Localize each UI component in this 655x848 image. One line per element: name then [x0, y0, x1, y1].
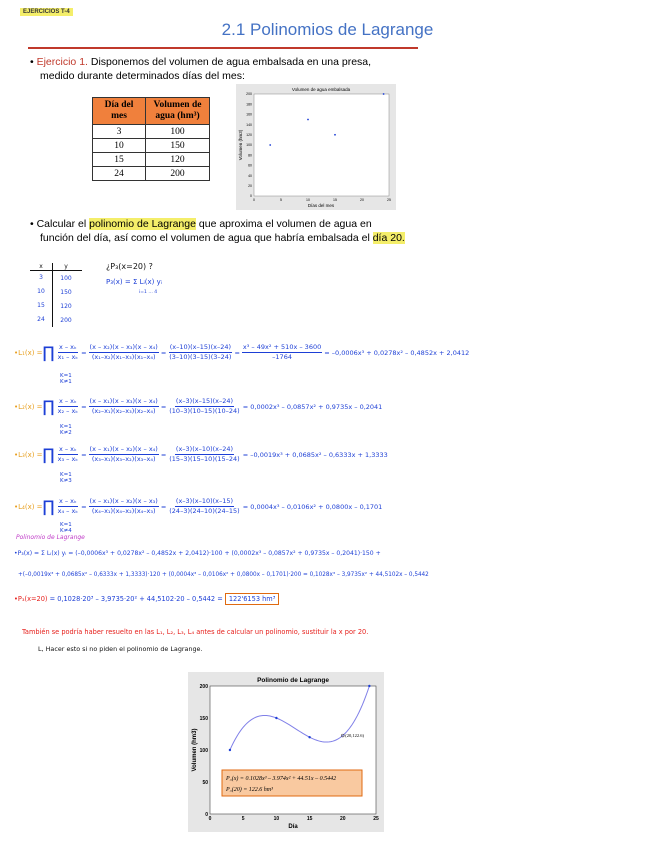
y-tick-label: 80 — [248, 153, 252, 158]
L4-lhs: •L₄(x) = — [14, 502, 43, 511]
question-part: Calcular el — [36, 218, 90, 230]
lagrange-ylabel: Volumen (hm3) — [192, 728, 198, 772]
y-tick-label: 60 — [248, 163, 252, 168]
x-tick-label: 10 — [306, 198, 310, 202]
table-row — [93, 153, 210, 167]
y-tick-label: 200 — [199, 683, 208, 690]
table-cell: 200 — [146, 167, 210, 181]
L1-factor-den: x₁ – xₖ — [57, 353, 79, 361]
volume-table — [92, 97, 210, 181]
x-tick-label: 15 — [333, 198, 337, 202]
L2-lhs: •L₂(x) = — [14, 402, 43, 411]
product-symbol: ∏ — [42, 444, 55, 464]
y-tick-label: 40 — [248, 173, 252, 178]
question-highlight: día 20. — [372, 232, 405, 244]
question-part: función del día, así como el volumen de agua que habría embalsada el — [40, 232, 373, 244]
data-point — [269, 144, 271, 146]
y-tick-label: 180 — [246, 102, 252, 107]
data-point — [334, 134, 336, 136]
note-question: ¿P₃(x=20) ? — [106, 262, 153, 271]
marked-point-label: (20,122.6) — [345, 733, 365, 739]
x-tick-label: 20 — [360, 198, 364, 202]
L3-index: K=1 K≠3 — [60, 472, 72, 484]
y-tick-label: 20 — [248, 184, 252, 188]
page-title: 2.1 Polinomios de Lagrange — [221, 20, 434, 39]
title-divider — [28, 47, 418, 49]
L2-expand-den: (x₂–x₁)(x₂–x₃)(x₂–x₄) — [91, 407, 156, 415]
xy-row: 15 120 — [30, 299, 82, 313]
table-header-volume: Volumen de agua (hm³) — [146, 98, 210, 125]
L3-sub-num: (x–3)(x–10)(x–24) — [175, 445, 234, 453]
y-tick-label: 120 — [246, 133, 252, 137]
question-highlight: polinomio de Lagrange — [89, 218, 196, 230]
x-tick-label: 10 — [273, 816, 280, 822]
data-point — [275, 717, 277, 719]
L4-factor-num: x – xₖ — [58, 497, 77, 505]
xy-head-x: x — [30, 263, 53, 270]
x-tick-label: 25 — [387, 198, 391, 202]
L4-factor-den: x₄ – xₖ — [57, 507, 79, 515]
L1-poly-den: –1764 — [272, 353, 292, 361]
L2-factor-num: x – xₖ — [58, 397, 77, 405]
table-cell: 15 — [93, 153, 146, 167]
L2-sub-num: (x–3)(x–15)(x–24) — [175, 397, 234, 405]
data-point — [368, 685, 370, 687]
x-tick-label: 20 — [340, 816, 346, 822]
poly-eval-expr: = 0,1028·20³ – 3,9735·20² + 44,5102·20 – 0,5442 = — [47, 595, 225, 603]
L3-expand-den: (x₃–x₁)(x₃–x₂)(x₃–x₄) — [91, 455, 156, 463]
L1-result: = –0,0006x³ + 0,0278x² – 0,4852x + 2,0412 — [324, 348, 470, 357]
L2-index: K=1 K≠2 — [60, 424, 72, 436]
poly-evaluation — [14, 595, 279, 603]
L1-lhs: •L₁(x) = — [14, 348, 43, 357]
header-tag: EJERCICIOS T-4 — [20, 8, 73, 16]
L2-expand-num: (x – x₁)(x – x₃)(x – x₄) — [89, 397, 158, 405]
poly-line-2: +(–0,0019x³ + 0,0685x² – 0,6333x + 1,3333)·120 + (0,0004x³ – 0,0106x² + 0,0800x – 0,1701)·200 = 0,1028x³ – 3,9735x² + 44,5102x – 0,5442 — [18, 572, 429, 578]
y-tick-label: 160 — [246, 112, 252, 117]
table-cell: 10 — [93, 139, 146, 153]
poly-eval-lhs: •P₃(x=20) — [14, 595, 48, 603]
y-tick-label: 0 — [250, 194, 252, 199]
lagrange-title: Polinomio de Lagrange — [257, 677, 329, 684]
table-row — [93, 125, 210, 139]
xy-row: 10 150 — [30, 285, 82, 299]
lagrange-xlabel: Día — [288, 824, 298, 830]
table-header-day: Día del mes — [93, 98, 146, 125]
L4-equation: •L₄(x) = ∏ $\frac{\text{x – xₖ}}{\text{x₄ – xₖ}}$ = $\frac{\text{(x – x₁)(x – x₂)(x – x₃)}}{\text{(x₄–x₁)(x₄–x₂)(x₄–x₃)}}$ = $\frac{(x-3)(x-10)(x-15)}{(24-3)(24-10)(24-15)}$ = 0,0004x³ – 0,0106x² + 0,0800x – 0,1701 — [14, 496, 383, 516]
L4-index: K=1 K≠4 — [60, 522, 72, 534]
poly-label: Polinomio de Lagrange — [16, 534, 85, 541]
x-tick-label: 0 — [208, 816, 212, 822]
L3-sub-den: (15–3)(15–10)(15–24) — [169, 455, 240, 463]
L2-equation: •L₂(x) = ∏ $\frac{\text{x – xₖ}}{\text{x₂ – xₖ}}$ = $\frac{\text{(x – x₁)(x – x₃)(x – x₄)}}{\text{(x₂–x₁)(x₂–x₃)(x₂–x₄)}}$ = $\frac{(x-3)(x-15)(x-24)}{(10-3)(10-15)(10-24)}$ = 0,0002x³ – 0,0857x² + 0,9735x – 0,2041 — [14, 396, 383, 416]
data-point — [307, 119, 309, 121]
note-sum-limits: i=1 … 4 — [139, 290, 158, 295]
x-tick-label: 25 — [373, 816, 379, 822]
table-row — [93, 167, 210, 181]
product-symbol: ∏ — [42, 496, 55, 516]
xy-table — [30, 263, 82, 327]
data-point — [229, 749, 231, 751]
result-box: 122'6153 hm³ — [225, 593, 280, 605]
x-tick-label: 5 — [241, 816, 245, 822]
L4-result: = 0,0004x³ – 0,0106x² + 0,0800x – 0,1701 — [242, 502, 383, 511]
legend-line-1: P₃(x) = 0.1028x³ – 3.974x² + 44.51x – 0.5442 — [226, 776, 337, 782]
y-tick-label: 50 — [202, 779, 208, 786]
L2-result: = 0,0002x³ – 0,0857x² + 0,9735x – 0,2041 — [242, 402, 383, 411]
x-tick-label: 5 — [280, 198, 282, 202]
data-point — [383, 93, 385, 95]
L1-expand-num: (x – x₂)(x – x₃)(x – x₄) — [89, 343, 158, 351]
L4-expand-den: (x₄–x₁)(x₄–x₂)(x₄–x₃) — [91, 507, 156, 515]
red-note: También se podría haber resuelto en las L₁, L₂, L₃, L₄ antes de calcular un polinomio, sustituir la x por 20. — [22, 628, 369, 636]
note-poly-def: P₃(x) = Σ Lᵢ(x) yᵢ — [106, 278, 162, 286]
L3-factor-den: x₃ – xₖ — [57, 455, 79, 463]
question-part: que aproxima el volumen de agua en — [195, 218, 372, 230]
y-tick-label: 0 — [205, 811, 208, 818]
y-tick-label: 200 — [246, 92, 252, 97]
xy-head-y: y — [64, 263, 68, 270]
legend-box — [222, 770, 362, 796]
L1-poly-num: x³ – 49x² + 510x – 3600 — [242, 343, 322, 351]
L3-equation: •L₃(x) = ∏ $\frac{\text{x – xₖ}}{\text{x₃ – xₖ}}$ = $\frac{\text{(x – x₁)(x – x₂)(x – x₄)}}{\text{(x₃–x₁)(x₃–x₂)(x₃–x₄)}}$ = $\frac{(x-3)(x-10)(x-24)}{(15-3)(15-10)(15-24)}$ = –0,0019x³ + 0,0685x² – 0,6333x + 1,3333 — [14, 444, 388, 464]
L2-factor-den: x₂ – xₖ — [57, 407, 79, 415]
exercise-text: • Ejercicio 1. Disponemos del volumen de agua embalsada en una presa, medido durante determinados días del mes: — [30, 56, 372, 82]
product-symbol: ∏ — [42, 342, 55, 362]
scatter-title: Volumen de agua embalsada — [291, 87, 351, 92]
lagrange-chart — [188, 672, 384, 832]
y-tick-label: 140 — [246, 122, 252, 127]
L4-expand-num: (x – x₁)(x – x₂)(x – x₃) — [89, 497, 158, 505]
poly-line-1: •P₃(x) = Σ Lᵢ(x) yᵢ = (–0,0006x³ + 0,0278x² – 0,4852x + 2,0412)·100 + (0,0002x³ – 0,0857x² + 0,9735x – 0,2041)·150 + — [14, 550, 381, 557]
L3-factor-num: x – xₖ — [58, 445, 77, 453]
table-cell: 100 — [146, 125, 210, 139]
L3-expand-num: (x – x₁)(x – x₂)(x – x₄) — [89, 445, 158, 453]
L4-sub-num: (x–3)(x–10)(x–15) — [175, 497, 234, 505]
table-cell: 24 — [93, 167, 146, 181]
y-tick-label: 100 — [246, 143, 252, 148]
L4-sub-den: (24–3)(24–10)(24–15) — [169, 507, 240, 515]
question-text: • Calcular el polinomio de Lagrange que aproxima el volumen de agua en función del día, así como el volumen de agua que habría embalsada el día 20. — [30, 218, 405, 244]
legend-line-2: P₃(20) = 122.6 hm³ — [226, 787, 273, 793]
L1-equation: •L₁(x) = ∏ $\frac{\text{x – xₖ}}{\text{x₁ – xₖ}}$ = $\frac{\text{(x – x₂)(x – x₃)(x – x₄)}}{\text{(x₁–x₂)(x₁–x₃)(x₁–x₄)}}$ = $\frac{(x-10)(x-15)(x-24)}{(3-10)(3-15)(3-24)}$ = $\frac{\text{x³ – 49x² + 510x – 3600}}{-1764}$ = –0,0006x³ + 0,0278x² – 0,4852x + 2,0412 — [14, 342, 470, 362]
x-tick-label: 0 — [253, 198, 255, 202]
exercise-label: Ejercicio 1. — [36, 56, 88, 68]
scatter-chart — [236, 84, 396, 210]
xy-row: 3 100 — [30, 271, 82, 285]
L1-sub-num: (x–10)(x–15)(x–24) — [169, 343, 232, 351]
table-cell: 150 — [146, 139, 210, 153]
table-cell: 3 — [93, 125, 146, 139]
data-point — [308, 736, 310, 738]
L1-factor-num: x – xₖ — [58, 343, 77, 351]
L3-lhs: •L₃(x) = — [14, 450, 43, 459]
exercise-line1: Disponemos del volumen de agua embalsada en una presa, — [87, 56, 372, 68]
table-cell: 120 — [146, 153, 210, 167]
table-row — [93, 139, 210, 153]
L1-expand-den: (x₁–x₂)(x₁–x₃)(x₁–x₄) — [91, 353, 156, 361]
scatter-xlabel: Días del mes — [307, 203, 335, 208]
y-tick-label: 150 — [199, 715, 208, 722]
y-tick-label: 100 — [199, 747, 208, 754]
L1-sub-den: (3–10)(3–15)(3–24) — [169, 353, 232, 361]
L1-index: K=1 K≠1 — [60, 373, 72, 385]
x-tick-label: 15 — [306, 816, 313, 822]
product-symbol: ∏ — [42, 396, 55, 416]
scatter-ylabel: Volumen (hm3) — [238, 129, 243, 161]
xy-row: 24 200 — [30, 313, 82, 327]
L3-result: = –0,0019x³ + 0,0685x² – 0,6333x + 1,3333 — [242, 450, 388, 459]
L2-sub-den: (10–3)(10–15)(10–24) — [169, 407, 240, 415]
exercise-line2: medido durante determinados días del mes: — [40, 70, 245, 82]
black-note: L, Hacer esto si no piden el polinomio de Lagrange. — [38, 645, 203, 653]
